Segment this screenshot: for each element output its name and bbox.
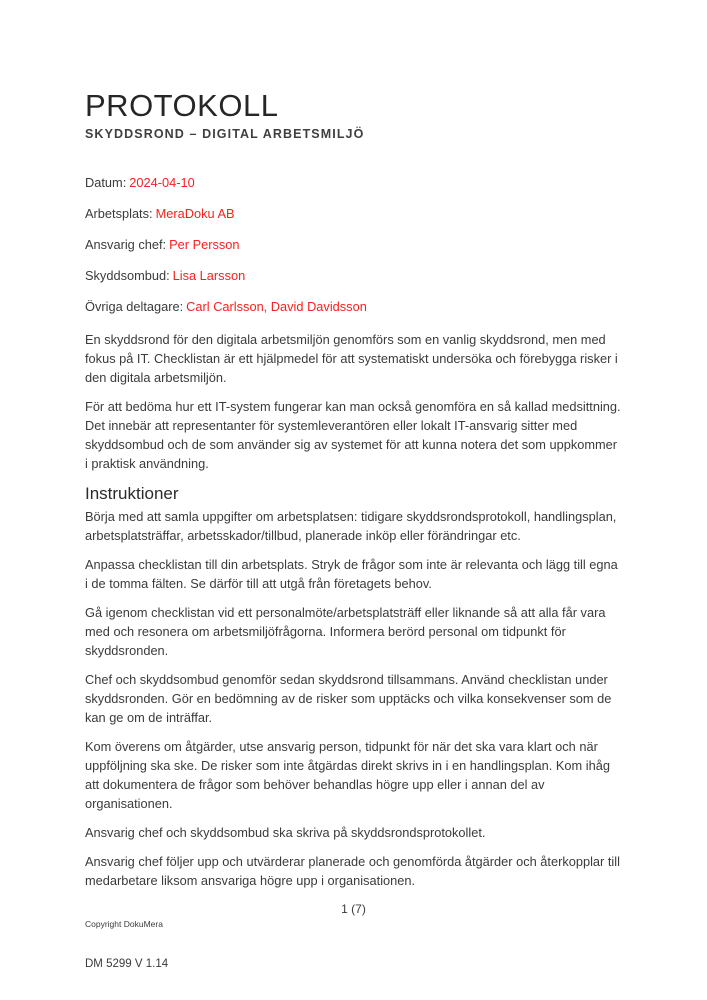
field-ovriga-deltagare (85, 299, 622, 315)
instruction-paragraph-3: Gå igenom checklistan vid ett personalmöte/arbetsplatsträff eller liknande så att alla får vara med och resonera om arbetsmiljöfrågorna. Informera berörd personal om tidpunkt för skyddsronden. (85, 605, 606, 658)
field-arbetsplats (85, 206, 622, 222)
field-value: Lisa Larsson (172, 268, 246, 283)
instruction-paragraph-6: Ansvarig chef och skyddsombud ska skriva på skyddsrondsprotokollet. (85, 825, 486, 840)
field-label: Övriga deltagare: (85, 299, 184, 314)
instruction-paragraph-2: Anpassa checklistan till din arbetsplats. Stryk de frågor som inte är relevanta och lägg till egna i de tomma fälten. Se därför till att utgå från företagets behov. (85, 557, 618, 591)
page-number: 1 (7) (341, 902, 366, 916)
field-value: Per Persson (169, 237, 240, 252)
field-label: Datum: (85, 175, 127, 190)
field-label: Skyddsombud: (85, 268, 170, 283)
metadata-fields (85, 175, 622, 315)
field-label: Ansvarig chef: (85, 237, 167, 252)
instruction-paragraph-5: Kom överens om åtgärder, utse ansvarig person, tidpunkt för när det ska vara klart och när uppföljning ska ske. De risker som inte åtgärdas direkt skrivs in i en handlingsplan. Kom ihåg att dokumentera de frågor som behöver behandlas högre upp eller i annan del av organisationen. (85, 739, 610, 811)
document-code: DM 5299 V 1.14 (85, 958, 169, 970)
field-ansvarig-chef (85, 237, 622, 253)
page-title: PROTOKOLL (85, 88, 279, 123)
field-value: 2024-04-10 (129, 175, 195, 190)
intro-paragraph-1: En skyddsrond för den digitala arbetsmiljön genomförs som en vanlig skyddsrond, men med fokus på IT. Checklistan är ett hjälpmedel för att systematiskt undersöka och förebygga risker i den digitala arbetsmiljön. (85, 332, 618, 385)
section-heading-instruktioner: Instruktioner (85, 484, 179, 503)
instruction-paragraph-4: Chef och skyddsombud genomför sedan skyddsrond tillsammans. Använd checklistan under skyddsronden. Gör en bedömning av de risker som upptäcks och vilka konsekvenser som de kan ge om de inträffar. (85, 672, 612, 725)
page-subtitle: SKYDDSROND – DIGITAL ARBETSMILJÖ (85, 127, 365, 141)
field-skyddsombud (85, 268, 622, 284)
intro-paragraph-2: För att bedöma hur ett IT-system fungerar kan man också genomföra en så kallad medsittning. Det innebär att representanter för systemleverantören eller lokalt IT-ansvarig sitter med skyddsombud och de som använder sig av systemet för att kunna notera det som uppkommer i praktisk användning. (85, 399, 621, 471)
copyright-note: Copyright DokuMera (85, 919, 163, 929)
field-value: Carl Carlsson, David Davidsson (186, 299, 367, 314)
instruction-paragraph-7: Ansvarig chef följer upp och utvärderar planerade och genomförda åtgärder och återkopplar till medarbetare liksom ansvariga högre upp i organisationen. (85, 854, 620, 888)
instruction-paragraph-1: Börja med att samla uppgifter om arbetsplatsen: tidigare skyddsrondsprotokoll, handlingsplan, arbetsplatsträffar, arbetsskador/tillbud, planerade inköp eller förändringar etc. (85, 509, 617, 543)
field-label: Arbetsplats: (85, 206, 153, 221)
field-datum (85, 175, 622, 191)
field-value: MeraDoku AB (155, 206, 235, 221)
